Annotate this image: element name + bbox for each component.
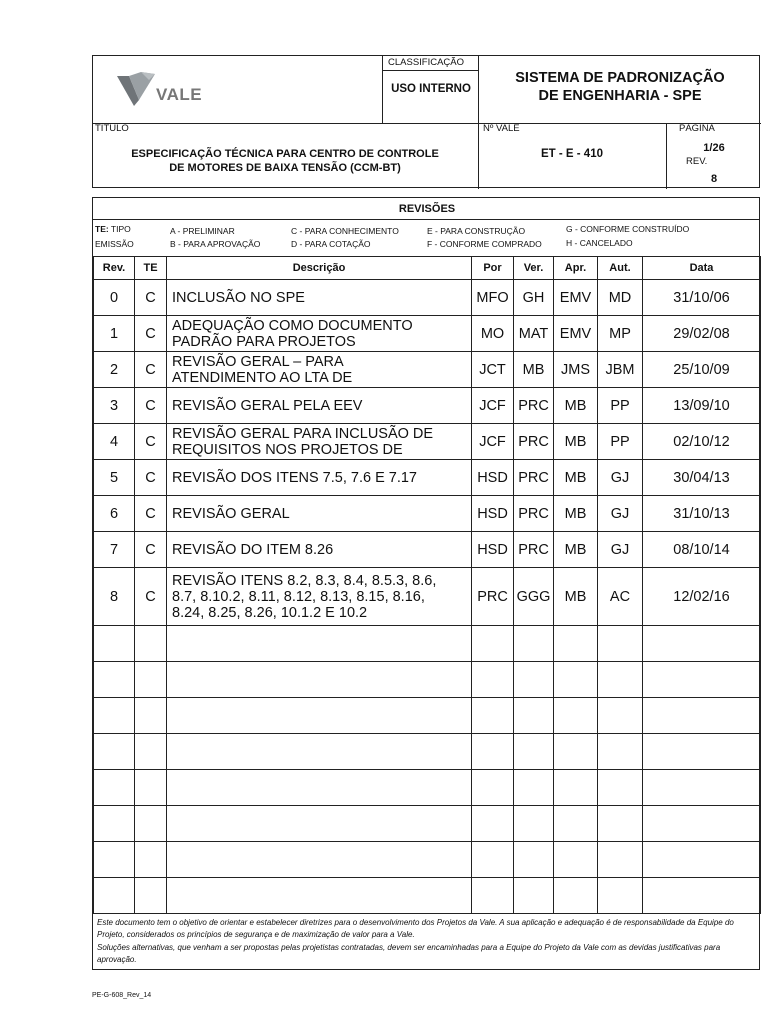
cell-apr: MB: [554, 568, 598, 626]
cell-te: C: [135, 424, 167, 460]
cell-rev: 7: [94, 532, 135, 568]
empty-cell: [514, 770, 554, 806]
table-row: [94, 460, 761, 496]
footnote-paragraph: Soluções alternativas, que venham a ser propostas pelas projetistas contratadas, devem ser encaminhadas para a Equipe do Projeto da Vale com as devidas justificativas para aprovação.: [97, 943, 721, 964]
logo-text: VALE: [156, 85, 203, 104]
cell-por: HSD: [472, 532, 514, 568]
empty-cell: [554, 698, 598, 734]
description-line: 8.7, 8.10.2, 8.11, 8.12, 8.13, 8.15, 8.16,: [172, 588, 425, 605]
cell-apr: MB: [554, 460, 598, 496]
cell-aut: PP: [598, 424, 643, 460]
legend-item: F - CONFORME COMPRADO: [427, 239, 542, 249]
empty-cell: [94, 878, 135, 914]
empty-cell: [94, 734, 135, 770]
cell-apr: MB: [554, 388, 598, 424]
empty-cell: [94, 842, 135, 878]
cell-apr: MB: [554, 532, 598, 568]
empty-table-row: [94, 806, 761, 842]
table-row: [94, 496, 761, 532]
column-header: TE: [135, 257, 167, 280]
empty-cell: [554, 878, 598, 914]
empty-cell: [514, 734, 554, 770]
cell-te: C: [135, 388, 167, 424]
legend-emissao: EMISSÃO: [95, 239, 134, 249]
empty-cell: [472, 770, 514, 806]
cell-por: JCF: [472, 388, 514, 424]
vale-logo-icon: [115, 70, 157, 113]
nvale-label: Nº VALE: [483, 123, 520, 134]
empty-cell: [598, 842, 643, 878]
cell-aut: JBM: [598, 352, 643, 388]
column-header: Rev.: [94, 257, 135, 280]
cell-te: C: [135, 352, 167, 388]
pagina-label: PÁGINA: [679, 123, 715, 134]
cell-ver: PRC: [514, 496, 554, 532]
description-line: INCLUSÃO NO SPE: [172, 289, 305, 306]
empty-table-row: [94, 770, 761, 806]
empty-cell: [94, 698, 135, 734]
table-row: [94, 280, 761, 316]
cell-rev: 8: [94, 568, 135, 626]
cell-rev: 5: [94, 460, 135, 496]
rev-label: REV.: [686, 156, 708, 167]
cell-ver: PRC: [514, 388, 554, 424]
footnote-paragraph: Este documento tem o objetivo de orientar e estabelecer diretrizes para o desenvolvimento dos Projetos da Vale. A sua aplicação e adequação é de responsabilidade da Equipe do Projeto, considerados os princípios de segurança e de maximização de valor para a Vale.: [97, 918, 734, 939]
empty-cell: [135, 806, 167, 842]
legend-item: D - PARA COTAÇÃO: [291, 239, 371, 249]
column-header: Ver.: [514, 257, 554, 280]
empty-cell: [514, 662, 554, 698]
legend-te: [95, 224, 131, 234]
cell-desc: [167, 424, 472, 460]
empty-cell: [643, 662, 761, 698]
empty-cell: [167, 734, 472, 770]
cell-desc: [167, 460, 472, 496]
legend-item: H - CANCELADO: [566, 238, 633, 248]
empty-cell: [598, 770, 643, 806]
cell-rev: 0: [94, 280, 135, 316]
divider: [93, 123, 761, 124]
table-row: [94, 568, 761, 626]
revisions-block: [92, 197, 760, 970]
empty-cell: [167, 662, 472, 698]
cell-por: MFO: [472, 280, 514, 316]
cell-rev: 3: [94, 388, 135, 424]
cell-rev: 6: [94, 496, 135, 532]
empty-table-row: [94, 734, 761, 770]
cell-te: C: [135, 496, 167, 532]
cell-aut: GJ: [598, 496, 643, 532]
cell-por: PRC: [472, 568, 514, 626]
cell-data: 31/10/13: [643, 496, 761, 532]
cell-ver: PRC: [514, 532, 554, 568]
description-line: REVISÃO GERAL: [172, 505, 290, 522]
empty-cell: [472, 842, 514, 878]
table-row: [94, 532, 761, 568]
cell-por: JCF: [472, 424, 514, 460]
cell-apr: MB: [554, 424, 598, 460]
empty-cell: [167, 770, 472, 806]
empty-cell: [94, 662, 135, 698]
revisions-title: REVISÕES: [398, 203, 456, 215]
column-header: Por: [472, 257, 514, 280]
empty-cell: [94, 770, 135, 806]
cell-aut: MD: [598, 280, 643, 316]
empty-cell: [135, 770, 167, 806]
empty-table-row: [94, 626, 761, 662]
column-header: Aut.: [598, 257, 643, 280]
table-row: [94, 316, 761, 352]
cell-ver: GH: [514, 280, 554, 316]
cell-apr: EMV: [554, 316, 598, 352]
document-code: ET - E - 410: [541, 148, 603, 160]
empty-cell: [514, 698, 554, 734]
cell-apr: MB: [554, 496, 598, 532]
system-title: [479, 69, 761, 105]
empty-cell: [135, 698, 167, 734]
empty-cell: [472, 806, 514, 842]
empty-cell: [643, 770, 761, 806]
cell-ver: PRC: [514, 424, 554, 460]
legend-item: G - CONFORME CONSTRUÍDO: [566, 224, 690, 234]
cell-data: 12/02/16: [643, 568, 761, 626]
cell-desc: [167, 496, 472, 532]
empty-cell: [598, 878, 643, 914]
cell-desc: [167, 280, 472, 316]
empty-cell: [598, 698, 643, 734]
cell-rev: 1: [94, 316, 135, 352]
description-line: REVISÃO GERAL PARA INCLUSÃO DE: [172, 425, 434, 442]
cell-data: 08/10/14: [643, 532, 761, 568]
empty-cell: [598, 626, 643, 662]
cell-desc: [167, 388, 472, 424]
description-line: REVISÃO ITENS 8.2, 8.3, 8.4, 8.5.3, 8.6,: [172, 572, 437, 589]
cell-aut: MP: [598, 316, 643, 352]
cell-por: HSD: [472, 460, 514, 496]
classificacao-label: CLASSIFICAÇÃO: [388, 57, 465, 68]
cell-ver: MAT: [514, 316, 554, 352]
empty-cell: [167, 626, 472, 662]
description-line: ATENDIMENTO AO LTA DE: [172, 369, 353, 386]
cell-ver: GGG: [514, 568, 554, 626]
empty-cell: [167, 806, 472, 842]
revision-number: 8: [710, 173, 718, 185]
empty-cell: [598, 662, 643, 698]
document-title-line: DE MOTORES DE BAIXA TENSÃO (CCM-BT): [169, 162, 401, 174]
empty-cell: [472, 878, 514, 914]
description-line: ADEQUAÇÃO COMO DOCUMENTO: [172, 317, 413, 334]
empty-cell: [167, 842, 472, 878]
description-line: PADRÃO PARA PROJETOS: [172, 333, 356, 350]
cell-te: C: [135, 460, 167, 496]
document-title: [93, 147, 477, 175]
empty-cell: [135, 662, 167, 698]
titulo-label: TÍTULO: [95, 123, 129, 134]
empty-cell: [554, 842, 598, 878]
empty-cell: [472, 734, 514, 770]
cell-ver: MB: [514, 352, 554, 388]
empty-cell: [643, 626, 761, 662]
revisions-table: [93, 256, 761, 914]
cell-aut: GJ: [598, 532, 643, 568]
system-title-line: DE ENGENHARIA - SPE: [538, 88, 702, 104]
column-header: Descrição: [167, 257, 472, 280]
table-header-row: [94, 257, 761, 280]
empty-table-row: [94, 662, 761, 698]
column-header: Data: [643, 257, 761, 280]
cell-desc: [167, 532, 472, 568]
empty-cell: [135, 626, 167, 662]
cell-desc: [167, 316, 472, 352]
cell-por: MO: [472, 316, 514, 352]
cell-aut: GJ: [598, 460, 643, 496]
cell-ver: PRC: [514, 460, 554, 496]
footnote: [97, 917, 759, 967]
cell-te: C: [135, 568, 167, 626]
cell-aut: PP: [598, 388, 643, 424]
empty-table-row: [94, 878, 761, 914]
legend-item: E - PARA CONSTRUÇÃO: [427, 226, 526, 236]
document-header: [92, 55, 760, 188]
legend-item: A - PRELIMINAR: [170, 226, 235, 236]
legend-item: B - PARA APROVAÇÃO: [170, 239, 261, 249]
empty-cell: [94, 806, 135, 842]
table-row: [94, 424, 761, 460]
empty-table-row: [94, 842, 761, 878]
empty-cell: [514, 806, 554, 842]
description-line: REQUISITOS NOS PROJETOS DE: [172, 441, 403, 458]
empty-cell: [135, 734, 167, 770]
empty-cell: [167, 878, 472, 914]
cell-rev: 2: [94, 352, 135, 388]
page-number: 1/26: [703, 142, 725, 154]
cell-data: 29/02/08: [643, 316, 761, 352]
empty-cell: [554, 626, 598, 662]
cell-data: 25/10/09: [643, 352, 761, 388]
empty-cell: [643, 734, 761, 770]
empty-cell: [135, 842, 167, 878]
legend-te-label: TE:: [95, 224, 109, 234]
empty-cell: [643, 698, 761, 734]
cell-data: 13/09/10: [643, 388, 761, 424]
table-row: [94, 352, 761, 388]
description-line: REVISÃO DOS ITENS 7.5, 7.6 E 7.17: [172, 469, 417, 486]
empty-table-row: [94, 698, 761, 734]
cell-por: JCT: [472, 352, 514, 388]
system-title-line: SISTEMA DE PADRONIZAÇÃO: [515, 70, 725, 86]
cell-rev: 4: [94, 424, 135, 460]
cell-aut: AC: [598, 568, 643, 626]
cell-desc: [167, 568, 472, 626]
description-line: REVISÃO DO ITEM 8.26: [172, 541, 334, 558]
description-line: 8.24, 8.25, 8.26, 10.1.2 E 10.2: [172, 604, 368, 621]
empty-cell: [643, 878, 761, 914]
form-code: PE-G-608_Rev_14: [92, 992, 152, 999]
empty-cell: [167, 698, 472, 734]
empty-cell: [554, 770, 598, 806]
empty-cell: [554, 662, 598, 698]
cell-te: C: [135, 316, 167, 352]
document-title-line: ESPECIFICAÇÃO TÉCNICA PARA CENTRO DE CONTROLE: [131, 148, 439, 160]
empty-cell: [472, 626, 514, 662]
legend-te-tipo: TIPO: [110, 224, 131, 234]
divider: [382, 70, 478, 71]
empty-cell: [514, 842, 554, 878]
cell-te: C: [135, 280, 167, 316]
cell-apr: JMS: [554, 352, 598, 388]
empty-cell: [554, 734, 598, 770]
cell-apr: EMV: [554, 280, 598, 316]
classificacao-value: USO INTERNO: [391, 83, 471, 95]
cell-por: HSD: [472, 496, 514, 532]
cell-desc: [167, 352, 472, 388]
empty-cell: [472, 662, 514, 698]
table-row: [94, 388, 761, 424]
description-line: REVISÃO GERAL – PARA: [172, 353, 344, 370]
empty-cell: [554, 806, 598, 842]
empty-cell: [598, 806, 643, 842]
cell-te: C: [135, 532, 167, 568]
column-header: Apr.: [554, 257, 598, 280]
empty-cell: [135, 878, 167, 914]
legend-item: C - PARA CONHECIMENTO: [291, 226, 399, 236]
empty-cell: [514, 878, 554, 914]
empty-cell: [514, 626, 554, 662]
cell-data: 02/10/12: [643, 424, 761, 460]
cell-data: 31/10/06: [643, 280, 761, 316]
divider: [93, 219, 760, 220]
cell-data: 30/04/13: [643, 460, 761, 496]
empty-cell: [598, 734, 643, 770]
empty-cell: [643, 842, 761, 878]
empty-cell: [472, 698, 514, 734]
empty-cell: [643, 806, 761, 842]
description-line: REVISÃO GERAL PELA EEV: [172, 397, 363, 414]
empty-cell: [94, 626, 135, 662]
